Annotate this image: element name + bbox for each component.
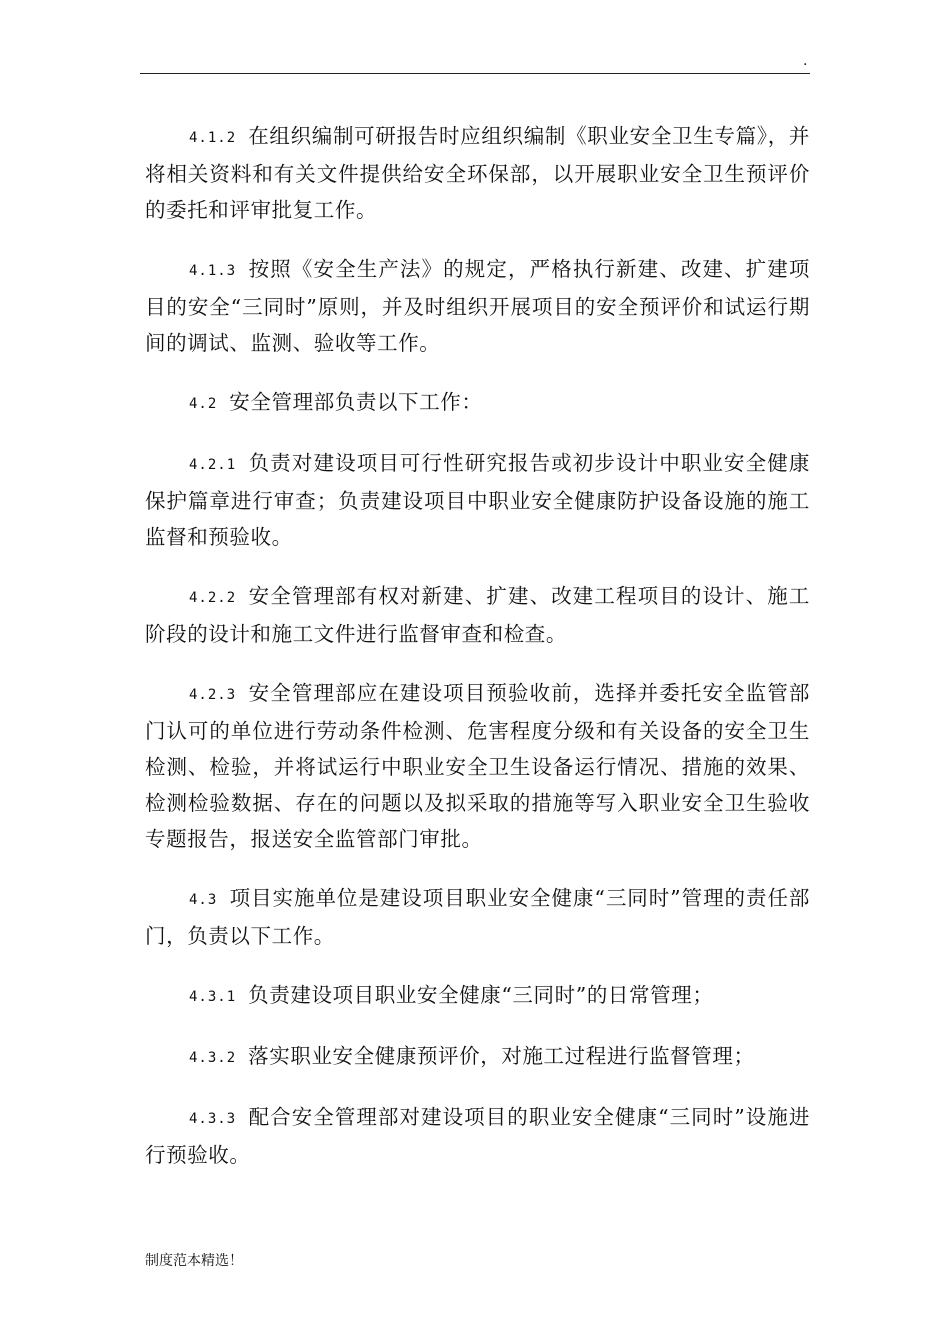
clause-4-2: [145, 384, 810, 422]
clause-4-1-2: [145, 118, 810, 228]
clause-text: 安全管理部有权对新建、扩建、改建工程项目的设计、施工阶段的设计和施工文件进行监督审查和检查。: [145, 584, 810, 646]
clause-text: 配合安全管理部对建设项目的职业安全健康“三同时”设施进行预验收。: [145, 1105, 810, 1167]
clause-text: 按照《安全生产法》的规定，严格执行新建、改建、扩建项目的安全“三同时”原则，并及时组织开展项目的安全预评价和试运行期间的调试、监测、验收等工作。: [145, 257, 810, 355]
footer-text: 制度范本精选！: [145, 1253, 243, 1269]
header-rule: [140, 73, 810, 74]
clause-4-3-1: [145, 977, 810, 1015]
clause-4-3: [145, 880, 810, 954]
clause-number: 4.2: [189, 396, 218, 412]
clause-text: 安全管理部应在建设项目预验收前，选择并委托安全监管部门认可的单位进行劳动条件检测、危害程度分级和有关设备的安全卫生检测、检验，并将试运行中职业安全卫生设备运行情况、措施的效果、检测检验数据、存在的问题以及拟采取的措施等写入职业安全卫生验收专题报告，报送安全监管部门审批。: [145, 681, 810, 851]
clause-text: 负责建设项目职业安全健康“三同时”的日常管理；: [248, 983, 714, 1007]
clause-4-2-1: [145, 445, 810, 555]
clause-text: 负责对建设项目可行性研究报告或初步设计中职业安全健康保护篇章进行审查；负责建设项目中职业安全健康防护设备设施的施工监督和预验收。: [145, 451, 810, 549]
clause-4-2-3: [145, 675, 810, 857]
clause-number: 4.3.1: [189, 989, 237, 1005]
clause-text: 项目实施单位是建设项目职业安全健康“三同时”管理的责任部门，负责以下工作。: [145, 886, 810, 948]
clause-number: 4.2.1: [189, 457, 237, 473]
clause-text: 安全管理部负责以下工作：: [229, 390, 483, 414]
clause-4-3-3: [145, 1099, 810, 1173]
clause-text: 落实职业安全健康预评价，对施工过程进行监督管理；: [248, 1044, 755, 1068]
clause-number: 4.2.3: [189, 687, 237, 703]
clause-4-3-2: [145, 1038, 810, 1076]
clause-4-1-3: [145, 251, 810, 361]
header-mark: .: [803, 53, 808, 69]
clause-number: 4.1.2: [189, 130, 237, 146]
clause-number: 4.2.2: [189, 590, 237, 606]
clause-text: 在组织编制可研报告时应组织编制《职业安全卫生专篇》，并将相关资料和有关文件提供给安全环保部，以开展职业安全卫生预评价的委托和评审批复工作。: [145, 124, 810, 222]
document-body: [145, 118, 810, 1196]
clause-number: 4.3.3: [189, 1111, 237, 1127]
clause-number: 4.3.2: [189, 1050, 237, 1066]
clause-4-2-2: [145, 578, 810, 652]
clause-number: 4.3: [189, 892, 218, 908]
clause-number: 4.1.3: [189, 263, 237, 279]
